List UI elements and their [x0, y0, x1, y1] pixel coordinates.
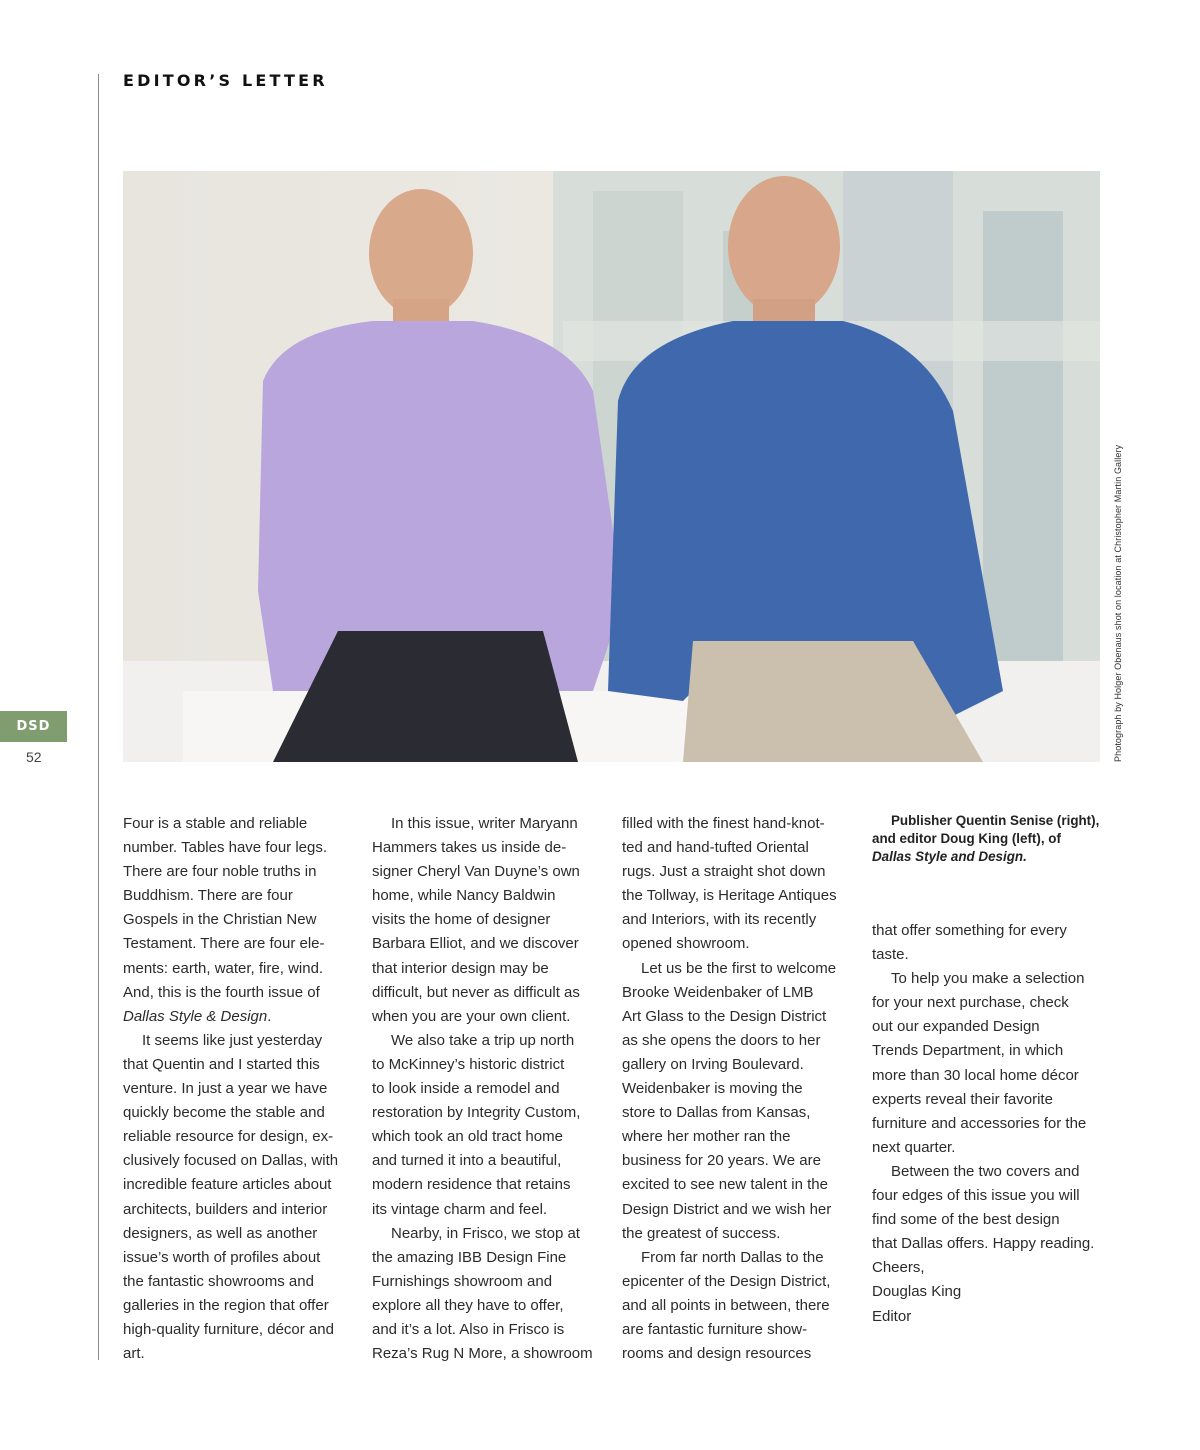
column-1 — [123, 812, 353, 1366]
paragraph: that offer something for every taste. — [872, 922, 1067, 964]
right-person-head — [728, 176, 840, 316]
column-3 — [622, 812, 852, 1366]
paragraph: It seems like just yesterday that Quentin and I started this venture. In just a year we have quickly become the stable and reliable resource for design, ex- clusively focused on Dallas, with incredible feature articles about architects, builders and interior designers, as well as another issue’s worth of profiles about the fantastic showrooms and galleries in the region that offer high-quality furniture, décor and art. — [123, 1031, 339, 1363]
paragraph: From far north Dallas to the epicenter of the Design District, and all points in between, there are fantastic furniture show- rooms and design resources — [622, 1248, 831, 1363]
paragraph: To help you make a selection for your next purchase, check out our expanded Design Trends Department, in which more than 30 local home décor experts reveal their favorite furniture and accessories for the next quarter. — [872, 970, 1087, 1156]
photo-credit: Photograph by Holger Obenaus shot on location at Christopher Martin Gallery — [1113, 444, 1123, 762]
photo-caption: Publisher Quentin Senise (right), and editor Doug King (left), of Dallas Style and Design. — [872, 813, 1100, 864]
left-person-head — [369, 189, 473, 317]
magazine-title: Dallas Style & Design — [123, 1007, 268, 1025]
editors-photo — [123, 171, 1100, 762]
paragraph: Let us be the first to welcome Brooke Weidenbaker of LMB Art Glass to the Design District as she opens the doors to her gallery on Irving Boulevard. Weidenbaker is moving the store to Dallas from Kansas, where her mother ran the business for 20 years. We are excited to see new talent in the Design District and we wish her the greatest of success. — [622, 959, 837, 1242]
page-number: 52 — [26, 749, 42, 765]
vertical-rule — [98, 74, 99, 1360]
column-4 — [872, 812, 1102, 1329]
magazine-tab: DSD — [0, 711, 67, 742]
paragraph: filled with the finest hand-knot- ted and hand-tufted Oriental rugs. Just a straight shot down the Tollway, is Heritage Antiques and Interiors, with its recently opened showroom. — [622, 815, 837, 953]
photo-illustration — [123, 171, 1100, 762]
paragraph: We also take a trip up north to McKinney’s historic district to look inside a remodel and restoration by Integrity Custom, which took an old tract home and turned it into a beautiful, modern residence that retains its vintage charm and feel. — [372, 1031, 581, 1218]
paragraph: Four is a stable and reliable number. Tables have four legs. There are four noble truths in Buddhism. There are four Gospels in the Christian New Testament. There are four ele- ments: earth, water, fire, wind. And, this is the fourth issue of Dallas Style & Design. — [123, 815, 328, 1025]
paragraph: Between the two covers and four edges of this issue you will find some of the best design that Dallas offers. Happy reading. — [872, 1162, 1095, 1253]
paragraph: In this issue, writer Maryann Hammers takes us inside de- signer Cheryl Van Duyne’s own home, while Nancy Baldwin visits the home of designer Barbara Elliot, and we discover that interior design may be difficult, but never as difficult as when you are your own client. — [372, 815, 580, 1025]
column-2 — [372, 812, 602, 1366]
paragraph: Nearby, in Frisco, we stop at the amazing IBB Design Fine Furnishings showroom and explore all they have to offer, and it’s a lot. Also in Frisco is Reza’s Rug N More, a showroom — [372, 1224, 593, 1363]
signoff: Cheers, Douglas King Editor — [872, 1259, 962, 1325]
section-title: EDITOR’S LETTER — [123, 71, 328, 90]
